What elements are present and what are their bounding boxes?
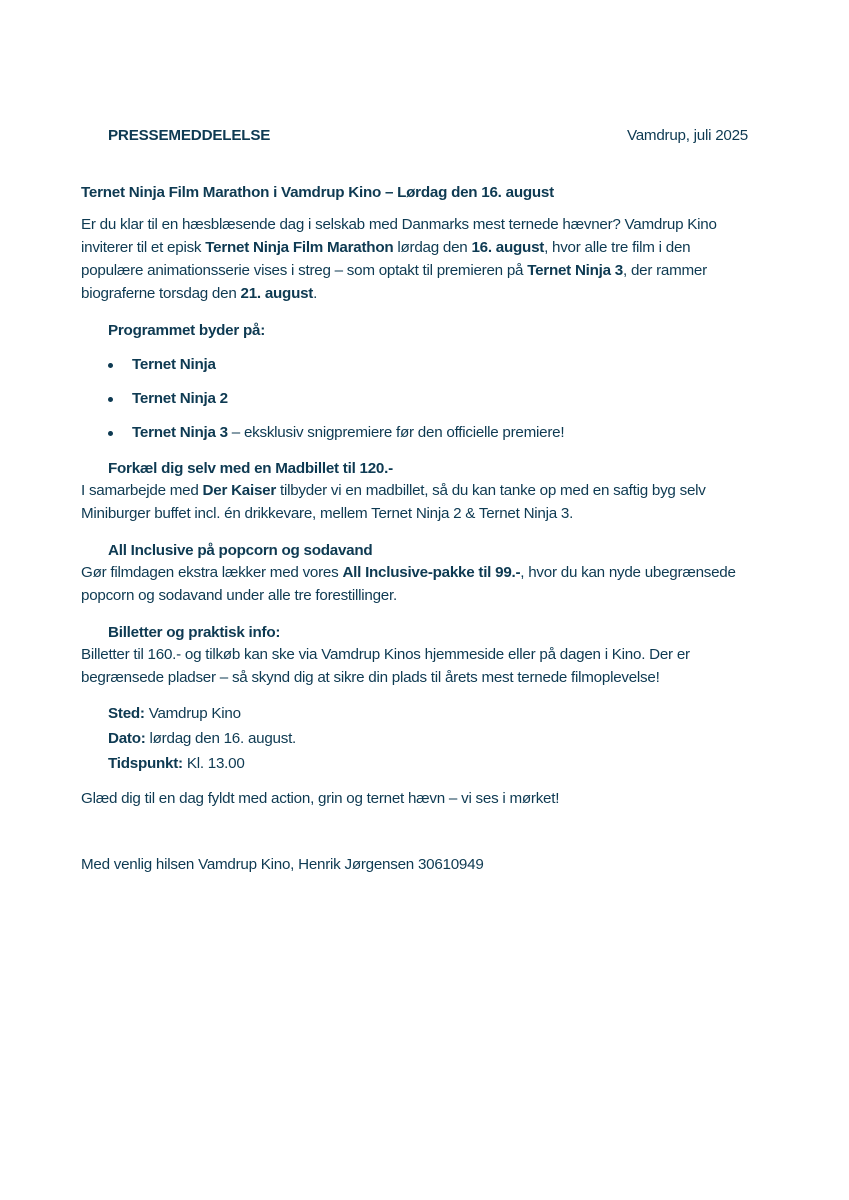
text: . [313, 285, 318, 302]
tickets-paragraph [81, 643, 771, 689]
popcorn-line-2: popcorn og sodavand under alle tre forestillinger. [81, 587, 397, 604]
text: inviterer til et episk [81, 239, 206, 256]
event-date: 16. august [471, 239, 545, 256]
food-line-1 [81, 479, 771, 502]
detail-label: Dato: [108, 730, 146, 747]
food-line-2: Miniburger buffet incl. én drikkevare, mellem Ternet Ninja 2 & Ternet Ninja 3. [81, 505, 574, 522]
detail-label: Tidspunkt: [108, 755, 183, 772]
partner-name: Der Kaiser [202, 482, 277, 499]
text: populære animationsserie vises i streg – som optakt til premieren på [81, 262, 528, 279]
place-date: Vamdrup, juli 2025 [626, 127, 748, 144]
intro-paragraph [81, 213, 771, 305]
text: biograferne torsdag den [81, 285, 241, 302]
bullet-icon [108, 397, 113, 402]
package-offer: All Inclusive-pakke til 99.- [342, 564, 521, 581]
film-title: Ternet Ninja 3 [527, 262, 623, 279]
text: , der rammer [623, 262, 707, 279]
tickets-line-2: begrænsede pladser – så skynd dig at sikre din plads til årets mest ternede filmoplevelse! [81, 669, 660, 686]
intro-line-2 [81, 236, 771, 259]
premiere-date: 21. august [240, 285, 314, 302]
program-heading: Programmet byder på: [108, 322, 266, 339]
detail-location [108, 702, 241, 725]
tickets-line-1: Billetter til 160.- og tilkøb kan ske via Vamdrup Kinos hjemmeside eller på dagen i Kino. Der er [81, 646, 690, 663]
detail-value: Vamdrup Kino [144, 705, 241, 722]
intro-line-4 [81, 282, 771, 305]
event-name: Ternet Ninja Film Marathon [205, 239, 394, 256]
bullet-icon [108, 431, 113, 436]
closing-line: Glæd dig til en dag fyldt med action, grin og ternet hævn – vi ses i mørket! [81, 790, 560, 807]
text: , hvor du kan nyde ubegrænsede [520, 564, 736, 581]
text: tilbyder vi en madbillet, så du kan tanke op med en saftig byg selv [276, 482, 706, 499]
text: Gør filmdagen ekstra lækker med vores [81, 564, 343, 581]
tickets-heading: Billetter og praktisk info: [108, 624, 281, 641]
signature: Med venlig hilsen Vamdrup Kino, Henrik Jørgensen 30610949 [81, 856, 484, 873]
popcorn-heading: All Inclusive på popcorn og sodavand [108, 542, 373, 559]
intro-line-3 [81, 259, 771, 282]
detail-time [108, 752, 245, 775]
detail-label: Sted: [108, 705, 145, 722]
film-title: Ternet Ninja 3 [132, 424, 228, 441]
text: lørdag den [393, 239, 472, 256]
food-paragraph [81, 479, 771, 525]
film-title: Ternet Ninja 2 [132, 390, 228, 407]
popcorn-line-1 [81, 561, 771, 584]
detail-date [108, 727, 296, 750]
intro-line-1: Er du klar til en hæsblæsende dag i selskab med Danmarks mest ternede hævner? Vamdrup Kino [81, 216, 717, 233]
detail-value: lørdag den 16. august. [145, 730, 297, 747]
popcorn-paragraph [81, 561, 771, 607]
text: I samarbejde med [81, 482, 203, 499]
headline: Ternet Ninja Film Marathon i Vamdrup Kino – Lørdag den 16. august [81, 184, 554, 201]
bullet-icon [108, 363, 113, 368]
film-title: Ternet Ninja [132, 356, 216, 373]
detail-value: Kl. 13.00 [182, 755, 245, 772]
food-heading: Forkæl dig selv med en Madbillet til 120.- [108, 460, 393, 477]
document-type-label: PRESSEMEDDELELSE [108, 127, 271, 144]
text: , hvor alle tre film i den [544, 239, 691, 256]
film-note: – eksklusiv snigpremiere før den officielle premiere! [227, 424, 565, 441]
